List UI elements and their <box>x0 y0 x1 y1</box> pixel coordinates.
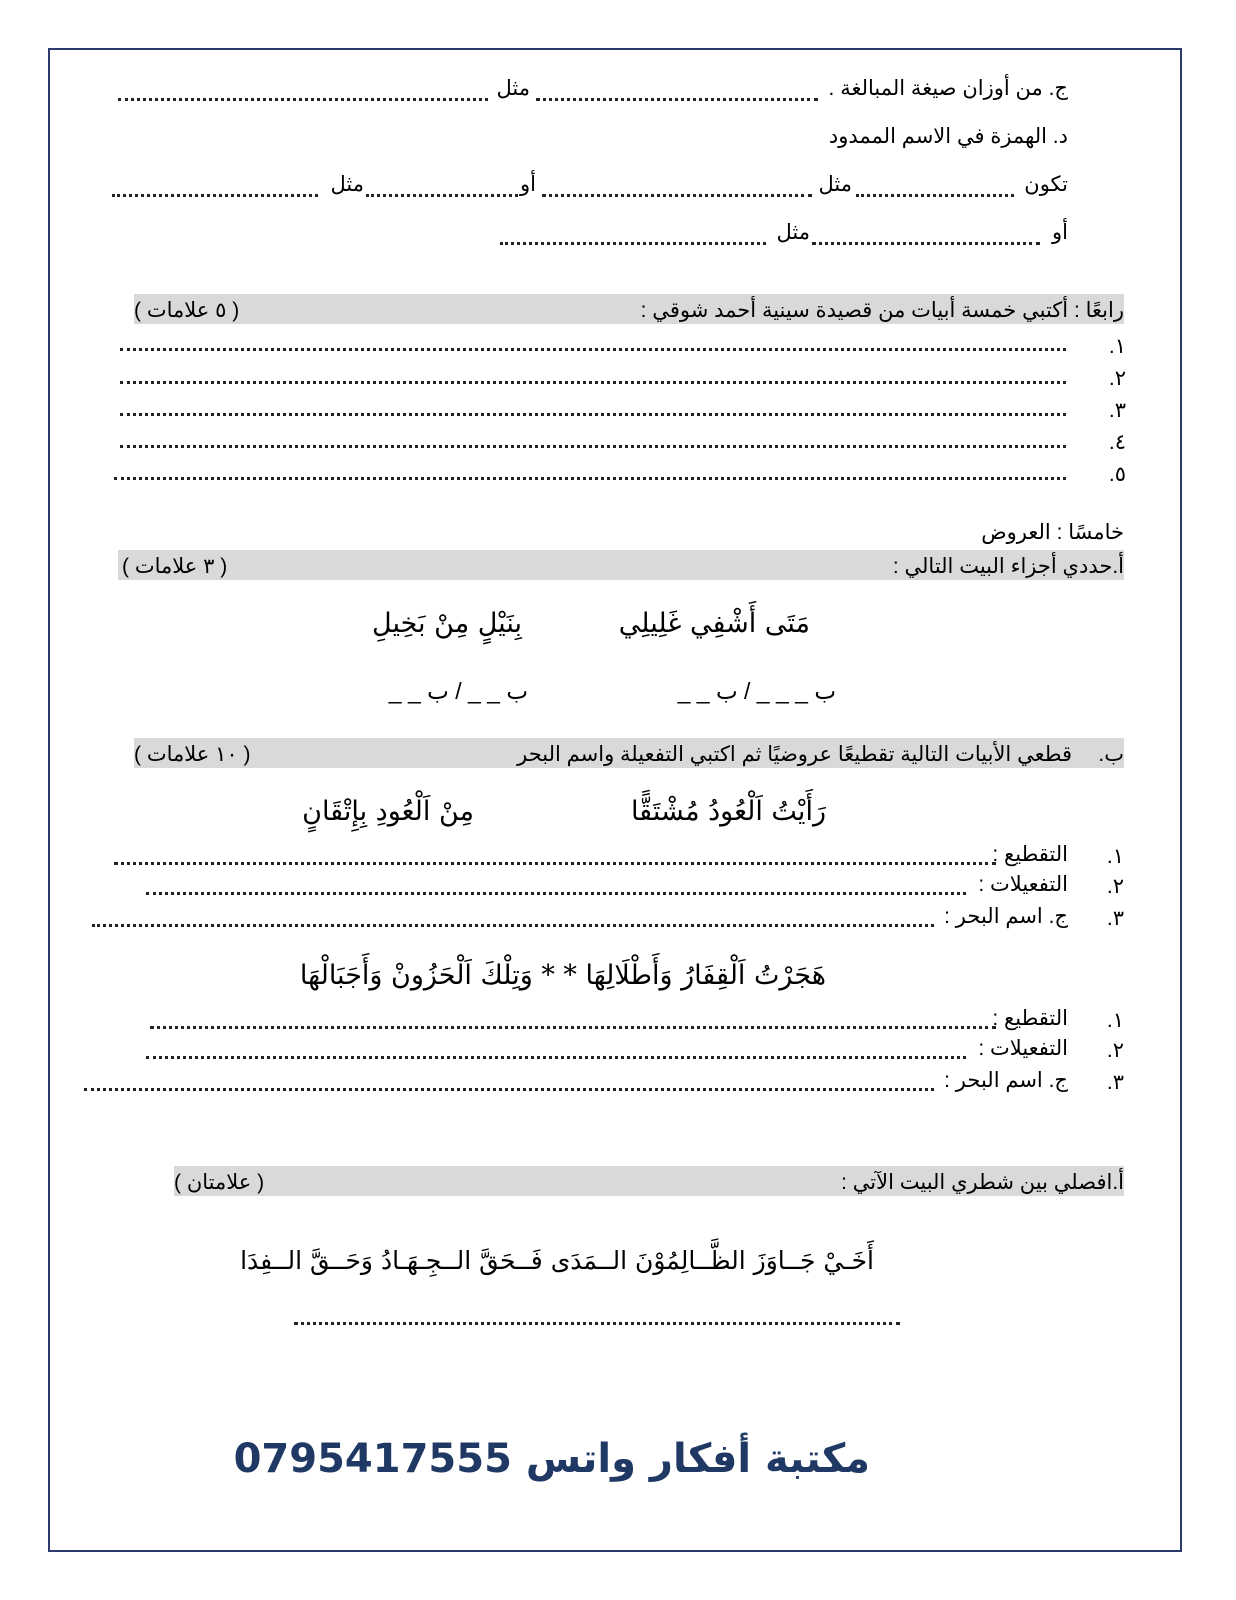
takun-label: تكون <box>1024 173 1068 196</box>
takun-mithl-2: مثل <box>330 173 364 196</box>
takun-aw: أو <box>520 173 536 196</box>
v1-q1-label: التقطيع : <box>992 843 1068 866</box>
poem-line-4[interactable] <box>120 445 1066 448</box>
part-c-marks: ( علامتان ) <box>174 1171 265 1194</box>
part-b-heading: قطعي الأبيات التالية تقطيعًا عروضيًا ثم اكتبي التفعيلة واسم البحر <box>517 743 1072 766</box>
aw-answer-2[interactable] <box>500 242 766 245</box>
poem-line-2[interactable] <box>120 381 1066 384</box>
v1-bahr-answer[interactable] <box>92 924 934 927</box>
aw-label: أو <box>1052 221 1068 244</box>
part-b-letter: ب. <box>1098 743 1124 766</box>
v2-taqti-answer[interactable] <box>150 1026 996 1029</box>
v2-taf3ilat-answer[interactable] <box>146 1056 966 1059</box>
page-frame <box>48 48 1182 1552</box>
part-a-verse-left: بِنَيْلٍ مِنْ بَخِيلِ <box>372 608 522 639</box>
poem-line-number-2: ٢. <box>1108 367 1126 390</box>
aw-answer-1[interactable] <box>812 242 1040 245</box>
poem-line-number-4: ٤. <box>1108 431 1126 454</box>
part-a-heading: أ.حددي أجزاء البيت التالي : <box>892 555 1124 578</box>
poem-line-3[interactable] <box>120 413 1066 416</box>
v2-q2-label: التفعيلات : <box>978 1037 1068 1060</box>
part-b-verse1-left: مِنْ اَلْعُودِ بِإِتْقَانٍ <box>302 796 474 827</box>
part-b-verse2: هَجَرْتُ اَلْقِفَارُ وَأَطْلَالِهَا * * وَتِلْكَ اَلْحَزُونْ وَأَجَبَالْهَا <box>299 960 826 991</box>
part-a-marks: ( ٣ علامات ) <box>122 555 228 578</box>
takun-mithl-1: مثل <box>818 173 852 196</box>
part-a-pattern-left: ب _ _ / ب _ _ <box>388 678 528 704</box>
v1-taf3ilat-answer[interactable] <box>146 892 966 895</box>
v1-q2-label: التفعيلات : <box>978 873 1068 896</box>
part-a-verse-right: مَتَى أَشْفِي غَلِيلِي <box>618 608 810 639</box>
poem-line-number-3: ٣. <box>1108 399 1126 422</box>
v2-q3-num: ٣. <box>1106 1071 1124 1094</box>
part-c-heading: أ.افصلي بين شطري البيت الآتي : <box>841 1171 1124 1194</box>
aw-mithl: مثل <box>776 221 810 244</box>
part-c-answer[interactable] <box>294 1322 900 1325</box>
line-d-label: د. الهمزة في الاسم الممدود <box>828 125 1068 148</box>
section4-marks: ( ٥ علامات ) <box>134 299 240 322</box>
v2-q2-num: ٢. <box>1106 1039 1124 1062</box>
line-c-label: ج. من أوزان صيغة المبالغة . <box>828 77 1068 100</box>
poem-line-number-1: ١. <box>1108 335 1126 358</box>
v1-q2-num: ٢. <box>1106 875 1124 898</box>
poem-line-number-5: ٥. <box>1108 463 1126 486</box>
poem-line-1[interactable] <box>120 348 1066 351</box>
part-b-marks: ( ١٠ علامات ) <box>134 743 251 766</box>
v2-q1-num: ١. <box>1106 1009 1124 1032</box>
part-a-pattern-right: ب _ _ _ / ب _ _ <box>677 678 836 704</box>
line-c-answer-2[interactable] <box>118 98 488 101</box>
part-c-verse: أَخَـيْ جَــاوَزَ الظَّــالِمُوْنَ الــمَدَى فَــحَقَّ الــجِـهَـادُ وَحَــقَّ الــفِدَا <box>240 1246 874 1275</box>
v1-q3-label: ج. اسم البحر : <box>944 905 1068 928</box>
takun-answer-4[interactable] <box>112 194 318 197</box>
part-b-verse1-right: رَأَيْتُ اَلْعُودُ مُشْتَقًّا <box>630 796 826 827</box>
v1-q3-num: ٣. <box>1106 907 1124 930</box>
v1-taqti-answer[interactable] <box>114 862 996 865</box>
line-c-answer-1[interactable] <box>536 98 818 101</box>
v2-bahr-answer[interactable] <box>84 1088 934 1091</box>
footer-bookstore: مكتبة أفكار واتس 0795417555 <box>233 1436 870 1482</box>
v1-q1-num: ١. <box>1106 845 1124 868</box>
takun-answer-2[interactable] <box>542 194 812 197</box>
takun-answer-3[interactable] <box>366 194 518 197</box>
takun-answer-1[interactable] <box>856 194 1014 197</box>
poem-line-5[interactable] <box>114 477 1066 480</box>
v2-q1-label: التقطيع : <box>992 1007 1068 1030</box>
v2-q3-label: ج. اسم البحر : <box>944 1069 1068 1092</box>
section4-heading: رابعًا : أكتبي خمسة أبيات من قصيدة سينية أحمد شوقي : <box>640 299 1124 322</box>
line-c-mithl: مثل <box>496 77 530 100</box>
section5-heading: خامسًا : العروض <box>981 521 1124 544</box>
